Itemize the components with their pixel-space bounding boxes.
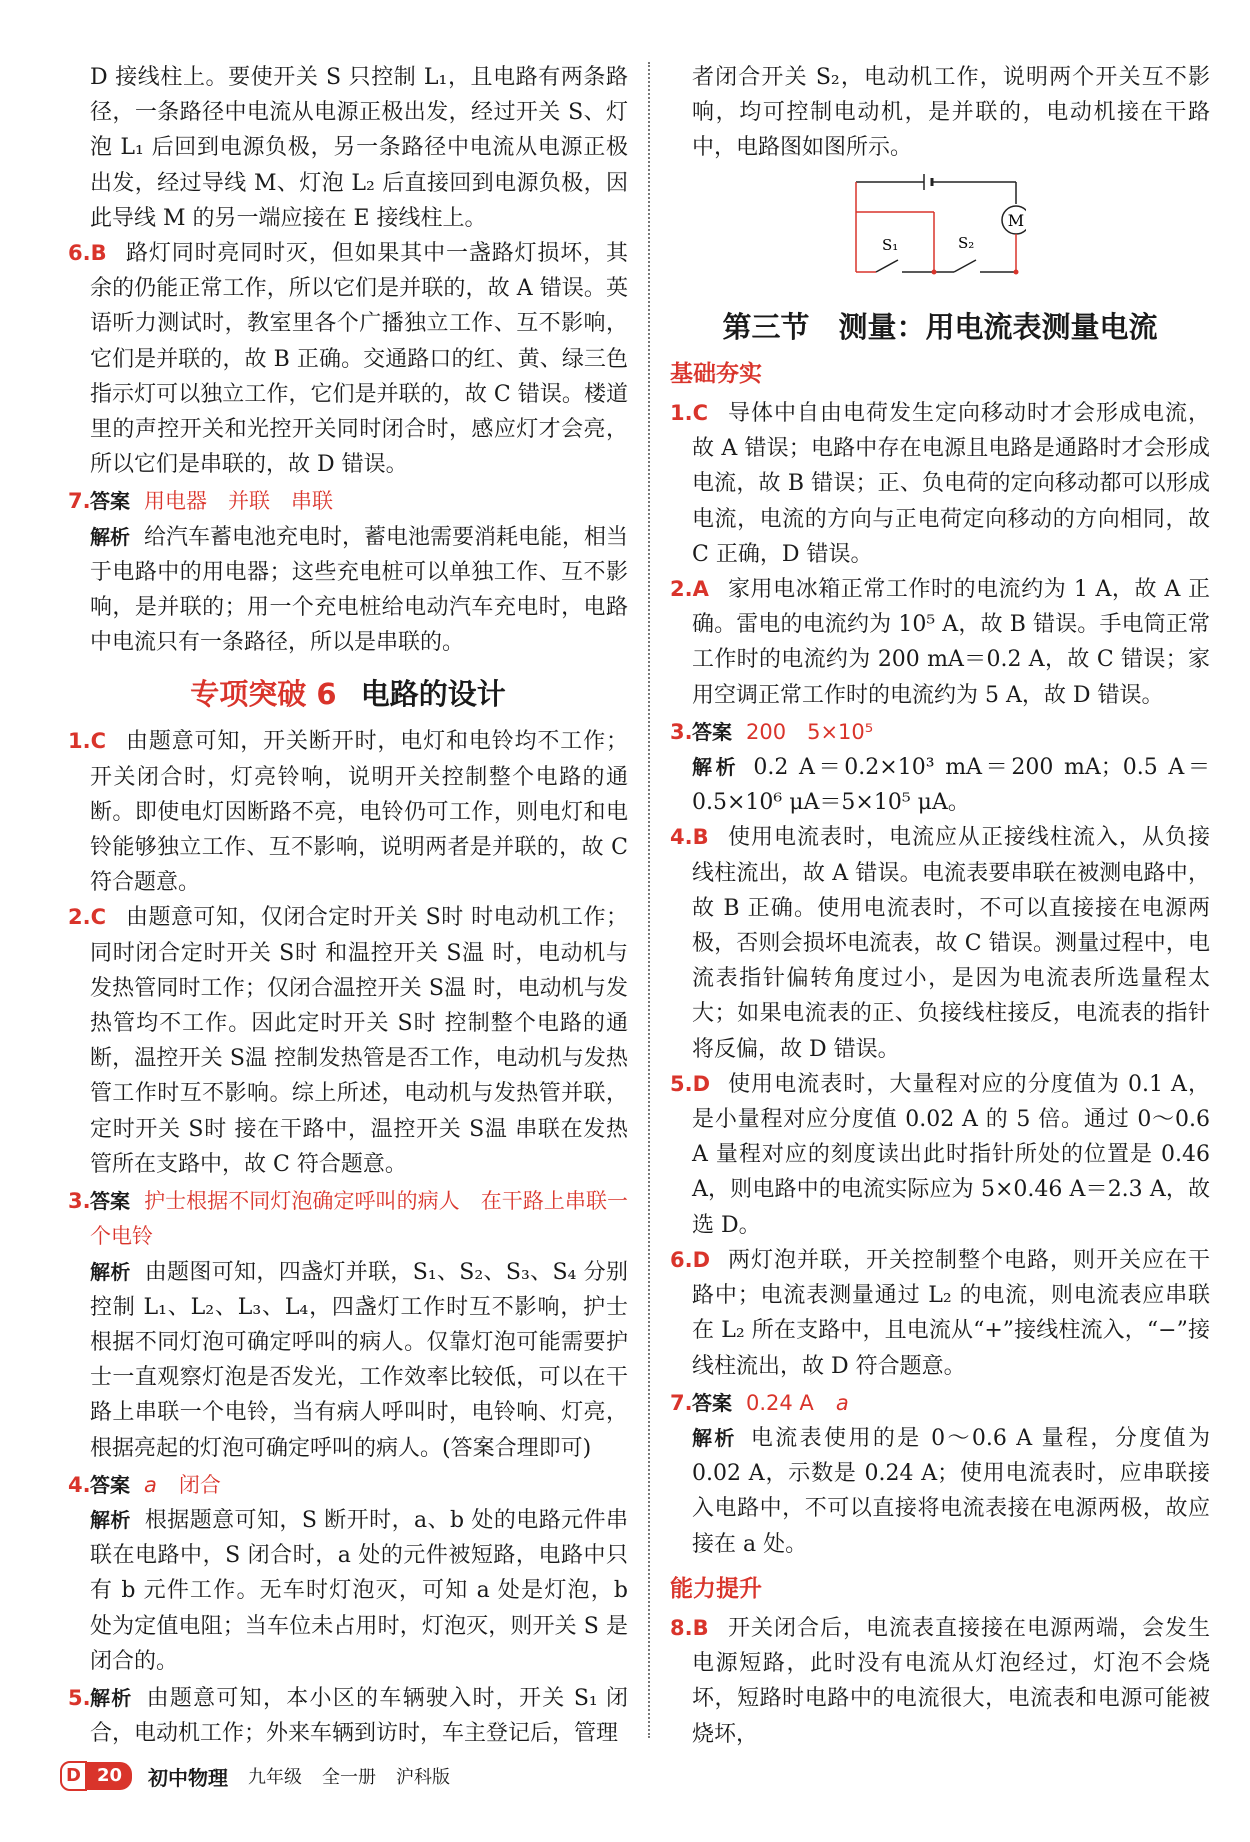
b4-text: 使用电流表时，电流应从正接线柱流入，从负接线柱流出，故 A 错误。电流表要串联在被测电路中，故 B 正确。使用电流表时，不可以直接接在电源两极，否则会损坏电流表，故 C 错误。测量过程中，电流表指针偏转角度过小，是因为电流表所选量程太大；如果电流表的正、负接线柱接反，电流表的指针将反偏，故 D 错误。 (692, 825, 1210, 1062)
s1-item (68, 724, 628, 900)
answer-label: 答案 (692, 1390, 732, 1415)
b7-number: 7. (670, 1390, 693, 1415)
answer-label: 答案 (90, 1472, 130, 1497)
s3-answer: 护士根据不同灯泡确定呼叫的病人 在干路上串联一个电铃 (90, 1189, 629, 1249)
analysis-label: 解析 (90, 1507, 131, 1532)
s4-answer-a: a (144, 1472, 157, 1497)
b6-item (670, 1243, 1210, 1384)
motor-label: M (1007, 210, 1025, 230)
s3-item (68, 1184, 628, 1254)
b4-number: 4.B (670, 825, 709, 850)
s1-number: 1.C (68, 729, 107, 754)
q7-number: 7. (68, 489, 91, 514)
s1-text: 由题意可知，开关断开时，电灯和电铃均不工作；开关闭合时，灯亮铃响，说明开关控制整个电路的通断。即使电灯因断路不亮，电铃仍可工作，则电灯和电铃能够独立工作、互不影响，说明两者是并联的，故 C 符合题意。 (90, 729, 628, 896)
b7-analysis (670, 1421, 1210, 1562)
section-accent: 专项突破 6 (190, 677, 337, 712)
basic-heading: 基础夯实 (670, 360, 762, 387)
s5-analysis-text: 由题意可知，本小区的车辆驶入时，开关 S₁ 闭合，电动机工作；外来车辆到访时，车主登记后，管理 (90, 1685, 628, 1747)
s4-item (68, 1468, 628, 1503)
section-title-text: 电路的设计 (360, 677, 506, 712)
motor-circuit-diagram (846, 174, 1026, 286)
section-title-ammeter: 第三节 测量：用电流表测量电流 (722, 309, 1158, 344)
book-edition: 沪科版 (396, 1767, 451, 1788)
s4-analysis (68, 1503, 628, 1679)
b5-text: 使用电流表时，大量程对应的分度值为 0.1 A，是小量程对应分度值 0.02 A 的 5 倍。通过 0～0.6 A 量程对应的刻度读出此时指针所处的位置是 0.46 A，则电路中的电流实际应为 5×0.46 A＝2.3 A，故选 D。 (692, 1071, 1210, 1238)
s2-text: 由题意可知，仅闭合定时开关 S时 时电动机工作；同时闭合定时开关 S时 和温控开关 S温 时，电动机与发热管同时工作；仅闭合温控开关 S温 时，电动机与发热管均不工作。因此定时开关 S时 控制整个电路的通断，温控开关 S温 控制发热管是否工作，电动机与发热管工作时互不影响。综上所述，电动机与发热管并联，定时开关 S时 接在干路中，温控开关 S温 串联在发热管所在支路中，故 C 符合题意。 (90, 905, 628, 1177)
s3-analysis (68, 1255, 628, 1466)
q6-item (68, 236, 628, 482)
book-title: 初中物理 (148, 1765, 229, 1790)
s4-number: 4. (68, 1472, 91, 1497)
b7-answer-a: 0.24 A (746, 1390, 814, 1415)
b1-number: 1.C (670, 401, 709, 426)
page-number: 20 (87, 1762, 132, 1790)
b6-text: 两灯泡并联，开关控制整个电路，则开关应在干路中；电流表测量通过 L₂ 的电流，则电流表应串联在 L₂ 所在支路中，且电流从“+”接线柱流入，“−”接线柱流出，故 D 符合题意。 (692, 1247, 1210, 1379)
b2-text: 家用电冰箱正常工作时的电流约为 1 A，故 A 正确。雷电的电流约为 10⁵ A，故 B 错误。手电筒正常工作时的电流约为 200 mA＝0.2 A，故 C 错误；家用空调正常工作时的电流约为 5 A，故 D 错误。 (692, 577, 1210, 708)
b3-item (670, 715, 1210, 750)
advanced-heading: 能力提升 (670, 1575, 762, 1602)
s3-analysis-text: 由题图可知，四盏灯并联，S₁、S₂、S₃、S₄ 分别控制 L₁、L₂、L₃、L₄，四盏灯工作时互不影响，护士根据不同灯泡可确定呼叫的病人。仅靠灯泡可能需要护士一直观察灯泡是否发光，工作效率比较低，可以在干路上串联一个电铃，当有病人呼叫时，电铃响、灯亮，根据亮起的灯泡可确定呼叫的病人。(答案合理即可) (90, 1259, 629, 1461)
s4-analysis-text: 根据题意可知，S 断开时，a、b 处的电路元件串联在电路中，S 闭合时，a 处的元件被短路，电路中只有 b 元件工作。无车时灯泡灭，可知 a 处是灯泡，b 处为定值电阻；当车位未占用时，灯泡灭，则开关 S 是闭合的。 (90, 1507, 629, 1674)
b5-number: 5.D (670, 1071, 711, 1096)
b8-number: 8.B (670, 1615, 709, 1640)
junction-dot (1014, 269, 1019, 274)
b7-item (670, 1386, 1210, 1421)
analysis-label: 解析 (90, 1259, 131, 1284)
answer-label: 答案 (90, 489, 130, 514)
switch-s2-label: S₂ (958, 233, 975, 252)
b2-item (670, 572, 1210, 713)
analysis-label: 解析 (90, 524, 130, 549)
q6-number: 6.B (68, 241, 107, 266)
b3-number: 3. (670, 719, 693, 744)
q7-analysis-text: 给汽车蓄电池充电时，蓄电池需要消耗电能，相当于电路中的用电器；这些充电桩可以单独工作、互不影响，是并联的；用一个充电桩给电动汽车充电时，电路中电流只有一条路径，所以是串联的。 (90, 524, 629, 656)
s2-number: 2.C (68, 905, 107, 930)
book-volume: 全一册 (322, 1767, 377, 1788)
q7-item (68, 484, 628, 519)
q7-analysis (68, 520, 628, 661)
intro-paragraph: D 接线柱上。要使开关 S 只控制 L₁，且电路有两条路径，一条路径中电流从电源正极出发，经过开关 S、灯泡 L₁ 后回到电源负极，另一条路径中电流从电源正极出发，经过导线 M、灯泡 L₂ 后直接回到电源负极，因此导线 M 的另一端应接在 E 接线柱上。 (90, 65, 628, 231)
switch-s2 (954, 260, 976, 272)
junction-dot (932, 269, 937, 274)
footer-badge: D (60, 1761, 87, 1791)
switch-s1 (876, 260, 898, 272)
section-title-circuit-design (68, 674, 628, 714)
s5-item (68, 1681, 628, 1751)
analysis-label: 解析 (692, 755, 740, 780)
q7-answer: 用电器 并联 串联 (144, 489, 333, 514)
b4-item (670, 820, 1210, 1066)
q6-text: 路灯同时亮同时灭，但如果其中一盏路灯损坏，其余的仍能正常工作，所以它们是并联的，故 A 错误。英语听力测试时，教室里各个广播独立工作、互不影响，它们是并联的，故 B 正确。交通路口的红、黄、绿三色指示灯可以独立工作，它们是并联的，故 C 错误。楼道里的声控开关和光控开关同时闭合时，感应灯才会亮，所以它们是串联的，故 D 错误。 (90, 241, 628, 478)
b1-item (670, 396, 1210, 572)
switch-s1-label: S₁ (882, 235, 899, 254)
b7-answer-b: a (835, 1390, 849, 1415)
s3-number: 3. (68, 1189, 91, 1214)
b3-answer: 200 5×10⁵ (746, 719, 874, 744)
b8-text: 开关闭合后，电流表直接接在电源两端，会发生电源短路，此时没有电流从灯泡经过，灯泡不会烧坏，短路时电路中的电流很大，电流表和电源可能被烧坏， (692, 1615, 1210, 1747)
page-footer (60, 1760, 450, 1792)
analysis-label: 解析 (692, 1425, 737, 1450)
s2-item (68, 900, 628, 1182)
continuation-paragraph: 者闭合开关 S₂，电动机工作，说明两个开关互不影响，均可控制电动机，是并联的，电动机接在干路中，电路图如图所示。 (692, 65, 1210, 161)
answer-label: 答案 (692, 719, 732, 744)
b3-analysis-text: 0.2 A＝0.2×10³ mA＝200 mA；0.5 A＝0.5×10⁶ μA＝5×10⁵ μA。 (692, 755, 1210, 816)
b2-number: 2.A (670, 577, 709, 602)
b7-analysis-text: 电流表使用的是 0～0.6 A 量程，分度值为 0.02 A，示数是 0.24 A；使用电流表时，应串联接入电路中，不可以直接将电流表接在电源两极，故应接在 a 处。 (692, 1425, 1211, 1557)
b8-item (670, 1611, 1210, 1752)
b3-analysis (670, 750, 1210, 820)
b5-item (670, 1067, 1210, 1243)
analysis-label: 解析 (90, 1685, 133, 1710)
right-column (670, 60, 1210, 1752)
left-column (68, 60, 628, 1751)
b1-text: 导体中自由电荷发生定向移动时才会形成电流，故 A 错误；电路中存在电源且电路是通路时才会形成电流，故 B 错误；正、负电荷的定向移动都可以形成电流，电流的方向与正电荷定向移动的方向相同，故 C 正确，D 错误。 (692, 401, 1210, 567)
book-grade: 九年级 (248, 1767, 303, 1788)
b6-number: 6.D (670, 1247, 711, 1272)
s4-answer-b: 闭合 (178, 1472, 221, 1497)
answer-label: 答案 (90, 1189, 131, 1214)
column-divider (648, 62, 650, 1738)
s5-number: 5. (68, 1685, 91, 1710)
